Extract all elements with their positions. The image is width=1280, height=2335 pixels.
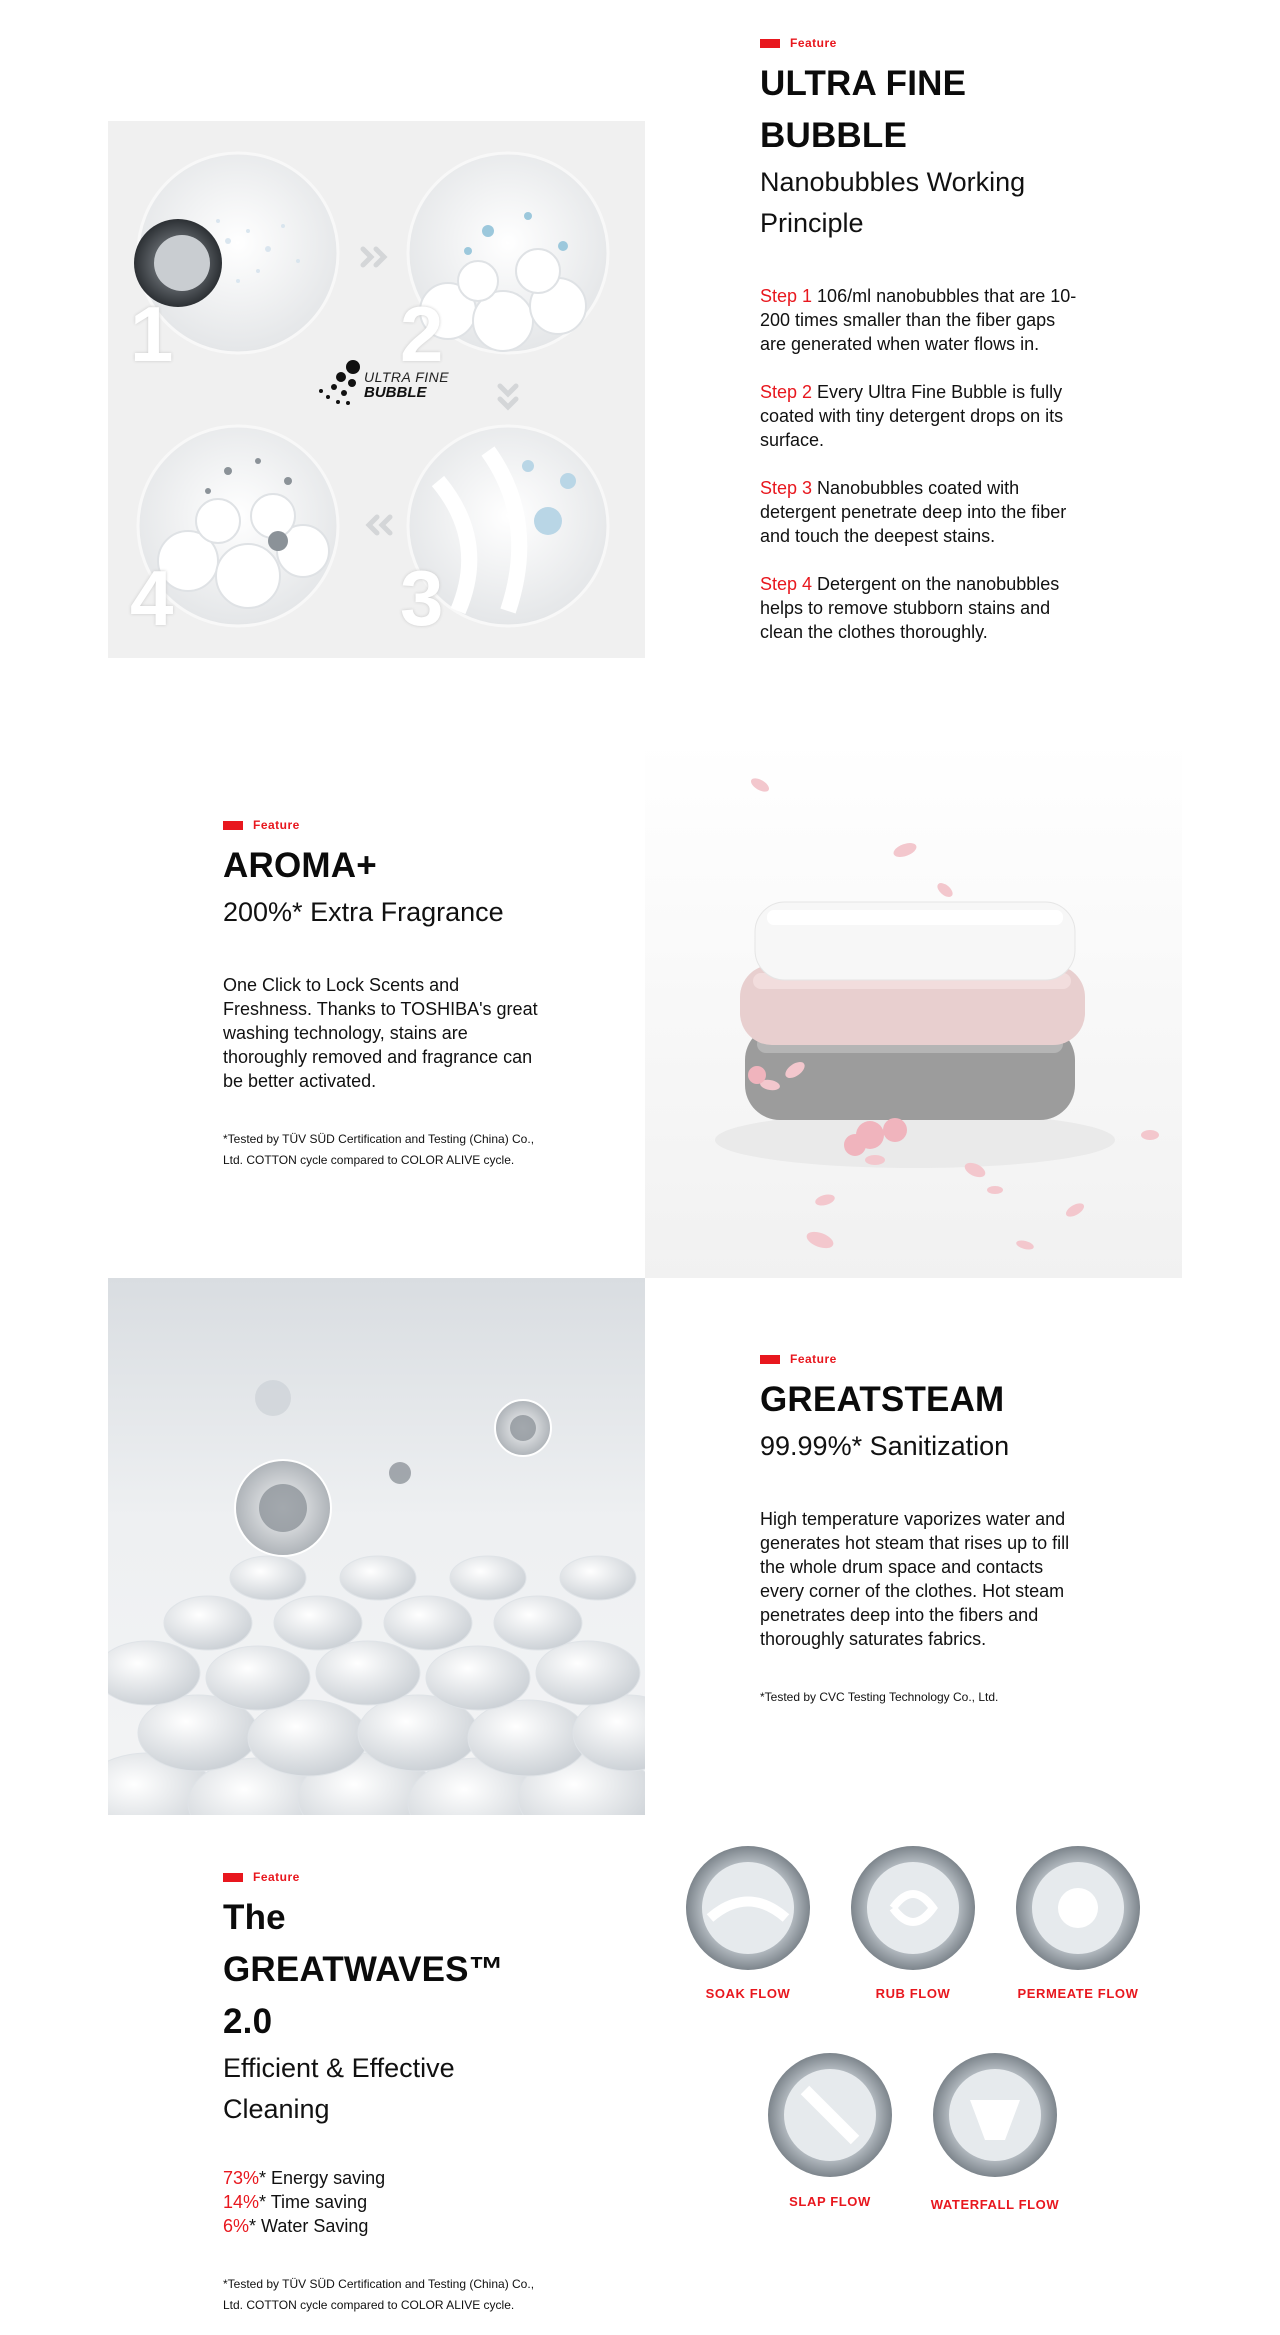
aroma-text-block bbox=[223, 818, 543, 1171]
flow-label-slap: SLAP FLOW bbox=[789, 2194, 871, 2209]
stat-value: 14% bbox=[223, 2192, 260, 2212]
test-note: *Tested by TÜV SÜD Certification and Testing (China) Co., Ltd. COTTON cycle compared to COLOR ALIVE cycle. bbox=[223, 2277, 535, 2312]
feature-tag-label: Feature bbox=[253, 818, 300, 832]
section-subtitle: 200%* Extra Fragrance bbox=[223, 897, 504, 927]
step-number-2: 2 bbox=[400, 290, 444, 378]
feature-tag-label: Feature bbox=[790, 1352, 837, 1366]
test-note: *Tested by CVC Testing Technology Co., Ltd. bbox=[760, 1690, 999, 1704]
stats-list bbox=[223, 2166, 563, 2238]
feature-tag-label: Feature bbox=[790, 36, 837, 50]
test-note: *Tested by TÜV SÜD Certification and Testing (China) Co., Ltd. COTTON cycle compared to COLOR ALIVE cycle. bbox=[223, 1132, 535, 1167]
step-1 bbox=[760, 284, 1080, 356]
flow-label-rub: RUB FLOW bbox=[875, 1986, 951, 2001]
section-body: One Click to Lock Scents and Freshness. Thanks to TOSHIBA's great washing technology, stains are thoroughly removed and fragrance can be better activated. bbox=[223, 975, 538, 1091]
stat-label: * Time saving bbox=[259, 2192, 368, 2212]
flow-label-permeate: PERMEATE FLOW bbox=[1017, 1986, 1139, 2001]
slap-flow-drum bbox=[768, 2053, 892, 2177]
waterfall-flow-drum bbox=[933, 2053, 1057, 2177]
logo-line-1: ULTRA FINE bbox=[364, 369, 450, 385]
step-text: Nanobubbles coated with detergent penetrate deep into the fiber and touch the deepest stains. bbox=[760, 478, 1067, 546]
title-line-2: 2.0 bbox=[223, 2002, 273, 2041]
feature-tag-bar bbox=[223, 821, 243, 830]
bubble-text-block bbox=[760, 36, 1080, 668]
stat-time bbox=[223, 2190, 563, 2214]
feature-tag-bar bbox=[223, 1873, 243, 1882]
subtitle-line-2: Cleaning bbox=[223, 2094, 330, 2124]
flows-image bbox=[645, 1840, 1182, 2310]
flows-svg bbox=[645, 1840, 1182, 2310]
soak-flow-drum bbox=[686, 1846, 810, 1970]
title-line-1: ULTRA FINE bbox=[760, 64, 967, 103]
stat-value: 73% bbox=[223, 2168, 260, 2188]
section-subtitle: 99.99%* Sanitization bbox=[760, 1431, 1010, 1461]
section-title bbox=[760, 58, 1080, 162]
subtitle-line-1: Efficient & Effective bbox=[223, 2053, 455, 2083]
steam-image bbox=[108, 1278, 645, 1815]
subtitle-line-1: Nanobubbles Working bbox=[760, 167, 1026, 197]
step-label: Step 4 bbox=[760, 574, 813, 594]
step-text: Detergent on the nanobubbles helps to remove stubborn stains and clean the clothes thoroughly. bbox=[760, 574, 1060, 642]
subtitle-line-2: Principle bbox=[760, 208, 864, 238]
section-subtitle bbox=[760, 162, 1080, 244]
stat-water bbox=[223, 2214, 563, 2238]
step-number-4: 4 bbox=[130, 554, 174, 642]
steps-list bbox=[760, 284, 1080, 644]
feature-tag bbox=[223, 818, 543, 832]
step-4 bbox=[760, 572, 1080, 644]
waves-text-block bbox=[223, 1870, 563, 2316]
stat-label: * Water Saving bbox=[249, 2216, 369, 2236]
ultra-fine-bubble-logo-dots bbox=[319, 360, 360, 405]
feature-tag-bar bbox=[760, 39, 780, 48]
section-title: AROMA+ bbox=[223, 846, 377, 885]
bubble-diagram-image bbox=[108, 121, 645, 658]
step-3 bbox=[760, 476, 1080, 548]
feature-tag bbox=[223, 1870, 563, 1884]
logo-text bbox=[364, 369, 449, 401]
stat-energy bbox=[223, 2166, 563, 2190]
rub-flow-drum bbox=[851, 1846, 975, 1970]
feature-tag bbox=[760, 36, 1080, 50]
title-line-2: BUBBLE bbox=[760, 116, 908, 155]
section-title bbox=[223, 1892, 563, 2048]
section-subtitle bbox=[223, 2048, 563, 2130]
stat-value: 6% bbox=[223, 2216, 250, 2236]
steam-svg bbox=[108, 1278, 645, 1815]
step-2 bbox=[760, 380, 1080, 452]
steam-text-block bbox=[760, 1352, 1080, 1708]
stat-label: * Energy saving bbox=[259, 2168, 386, 2188]
flow-label-soak: SOAK FLOW bbox=[705, 1986, 791, 2001]
permeate-flow-drum bbox=[1016, 1846, 1140, 1970]
towels-image bbox=[645, 740, 1182, 1278]
step-number-1: 1 bbox=[130, 290, 174, 378]
title-line-1: The GREATWAVES™ bbox=[223, 1898, 504, 1989]
virus-small bbox=[389, 1462, 411, 1484]
step-text: 106/ml nanobubbles that are 10-200 times smaller than the fiber gaps are generated when water flows in. bbox=[760, 286, 1077, 354]
section-body: High temperature vaporizes water and generates hot steam that rises up to fill the whole drum space and contacts every corner of the clothes. Hot steam penetrates deep into the fibers and thoroughly saturates fabrics. bbox=[760, 1509, 1070, 1649]
feature-tag-bar bbox=[760, 1355, 780, 1364]
step-label: Step 2 bbox=[760, 382, 813, 402]
towels-svg bbox=[645, 740, 1182, 1278]
step-label: Step 1 bbox=[760, 286, 813, 306]
step-label: Step 3 bbox=[760, 478, 813, 498]
logo-line-2: BUBBLE bbox=[364, 384, 427, 401]
step-number-3: 3 bbox=[400, 554, 444, 642]
feature-tag bbox=[760, 1352, 1080, 1366]
section-title: GREATSTEAM bbox=[760, 1380, 1005, 1419]
step-text: Every Ultra Fine Bubble is fully coated with tiny detergent drops on its surface. bbox=[760, 382, 1064, 450]
flow-label-waterfall: WATERFALL FLOW bbox=[930, 2197, 1060, 2212]
feature-tag-label: Feature bbox=[253, 1870, 300, 1884]
